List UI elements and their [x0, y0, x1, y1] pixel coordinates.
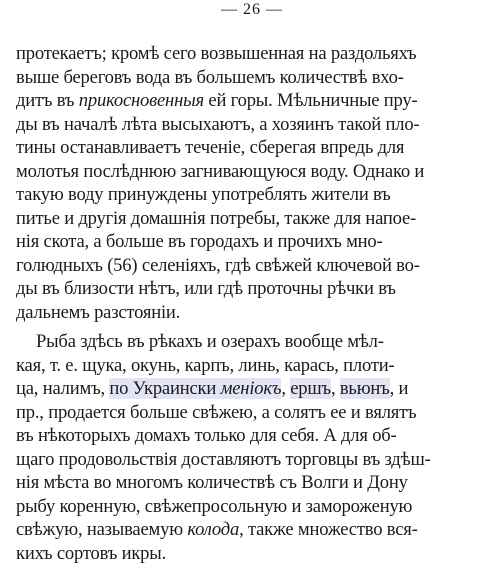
text-line [16, 518, 496, 542]
text-span: тины останавливаетъ теченіе, сберегая впредь для [16, 137, 404, 158]
highlighted-text: вьюнъ [340, 378, 390, 399]
text-span: ца, налимъ, [16, 378, 109, 399]
text-line [16, 160, 496, 184]
text-span: молотья послѣднюю загнивающуюся воду. Однако и [16, 161, 424, 182]
text-span: ды въ близости нѣтъ, или гдѣ проточны рѣчки въ [16, 278, 396, 299]
text-line [16, 136, 496, 160]
text-line [16, 330, 496, 354]
text-span: кая, т. е. щука, окунь, карпъ, линь, карась, плоти- [16, 355, 395, 376]
text-span: рыбу коренную, свѣжепросольную и замороженую [16, 496, 412, 517]
text-span: голюдныхъ (56) селеніяхъ, гдѣ свѣжей ключевой во- [16, 255, 420, 276]
page-number: — 26 — [0, 0, 504, 20]
text-line [16, 89, 496, 113]
text-line [16, 424, 496, 448]
text-span: выше береговъ вода въ большемъ количествѣ вхо- [16, 67, 404, 88]
text-span: , [331, 378, 340, 399]
text-line [16, 377, 496, 401]
text-line [16, 542, 496, 565]
text-line [16, 230, 496, 254]
text-line [16, 301, 496, 325]
text-span: питье и другія домашнія потребы, также для напое- [16, 208, 416, 229]
text-line [16, 448, 496, 472]
italic-text: колода [187, 519, 239, 540]
text-span: , также множество вся- [239, 519, 418, 540]
paragraph [16, 330, 496, 565]
text-span: такую воду принуждены употреблять жители въ [16, 184, 391, 205]
text-span: кихъ сортовъ икры. [16, 543, 166, 564]
text-line [16, 495, 496, 519]
text-span: , и [390, 378, 409, 399]
text-line [16, 113, 496, 137]
text-span: щаго продовольствія доставляютъ торговцы въ здѣш- [16, 449, 431, 470]
text-line [16, 401, 496, 425]
text-span: дальнемъ разстояніи. [16, 302, 180, 323]
text-line [16, 277, 496, 301]
highlighted-text: по Украински [109, 378, 220, 399]
text-span: , [281, 378, 290, 399]
paragraph [16, 42, 496, 324]
text-span: въ нѣкоторыхъ домахъ только для себя. А для об- [16, 425, 397, 446]
text-line [16, 66, 496, 90]
text-span: протекаетъ; кромѣ сего возвышенная на раздольяхъ [16, 43, 416, 64]
highlighted-text: ершъ [290, 378, 331, 399]
text-span: пр., продается больше свѣжею, а солятъ ее и вялятъ [16, 402, 416, 423]
text-line [16, 354, 496, 378]
body-text [16, 42, 496, 565]
italic-text: прикосновенныя [79, 90, 204, 111]
text-span: дитъ въ [16, 90, 79, 111]
text-span: нія скота, а больше въ городахъ и прочихъ мно- [16, 231, 383, 252]
text-line [16, 254, 496, 278]
text-line [16, 471, 496, 495]
highlighted-text: меніокъ [221, 378, 282, 399]
text-line [16, 183, 496, 207]
text-span: ей горы. Мѣльничные пру- [204, 90, 418, 111]
text-span: свѣжую, называемую [16, 519, 187, 540]
text-line [16, 207, 496, 231]
text-span: ды въ началѣ лѣта высыхаютъ, а хозяинъ такой пло- [16, 114, 419, 135]
text-line [16, 42, 496, 66]
text-span: Рыба здѣсь въ рѣкахъ и озерахъ вообще мѣл- [36, 331, 384, 352]
text-span: нія мѣста во многомъ количествѣ съ Волги и Дону [16, 472, 408, 493]
